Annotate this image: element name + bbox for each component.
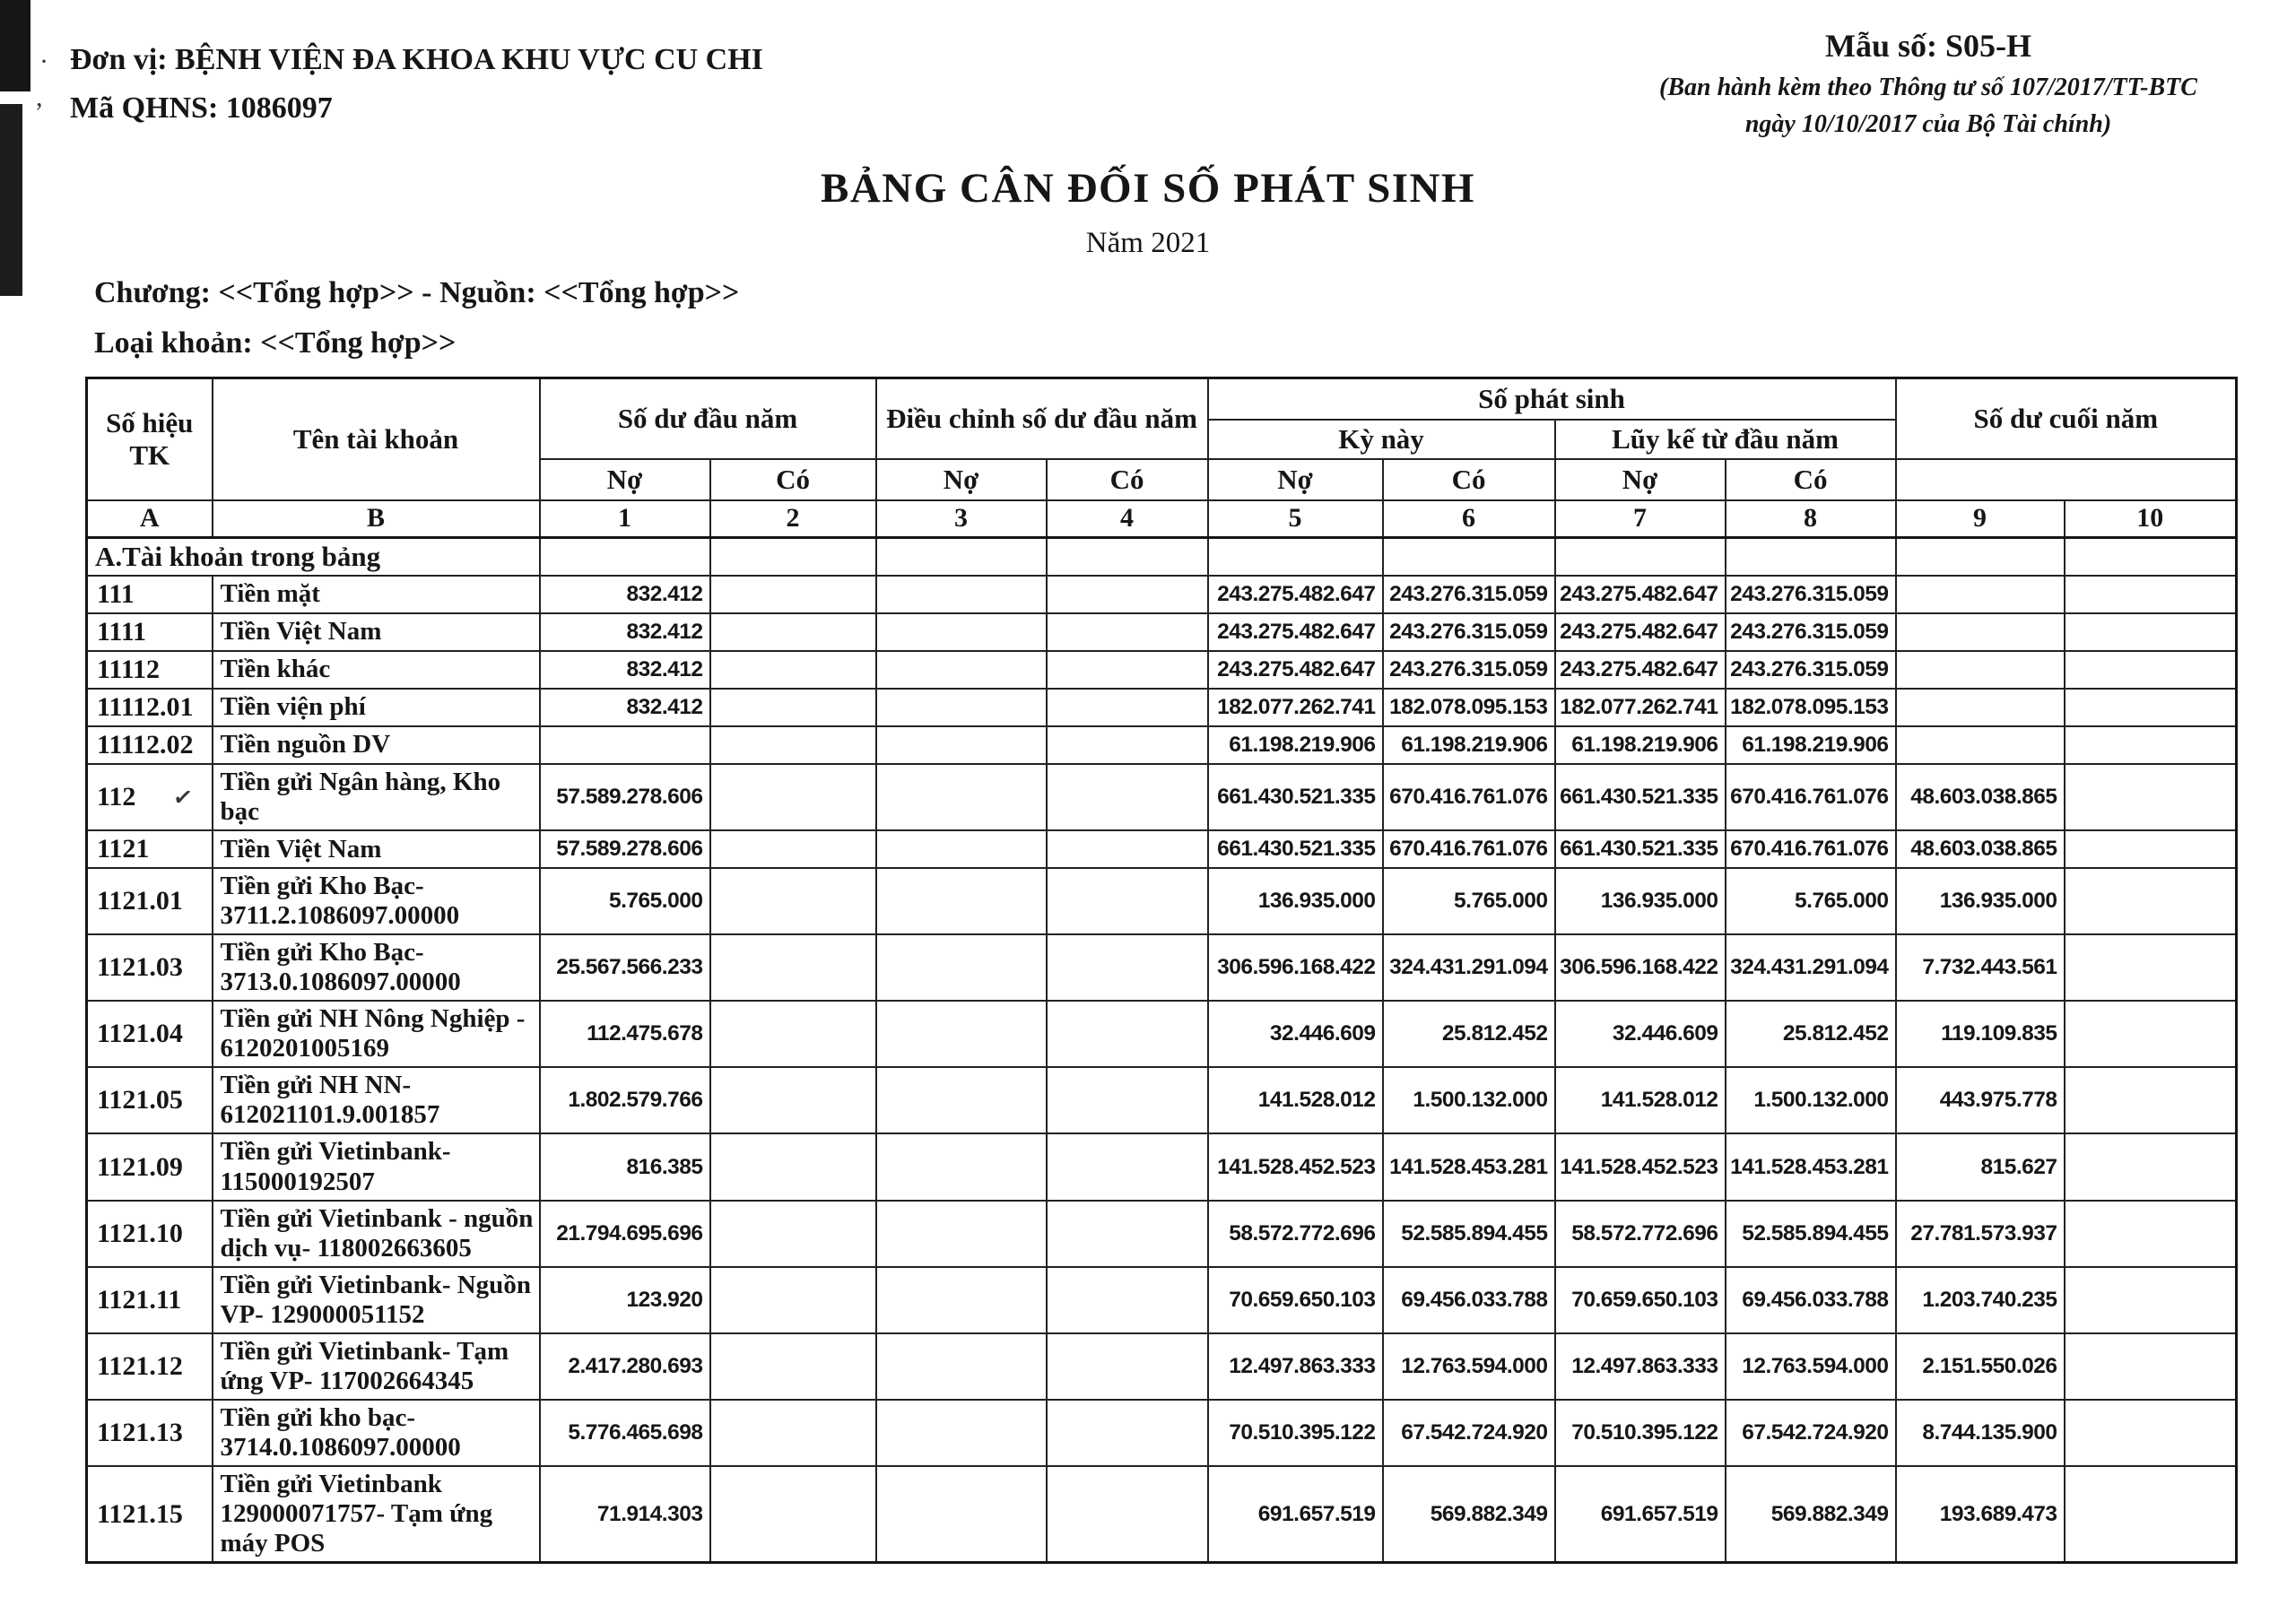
col-header-ytd: Lũy kế từ đầu năm: [1555, 420, 1896, 459]
value-cell: 57.589.278.606: [540, 764, 710, 830]
value-cell: [1047, 764, 1208, 830]
account-name-cell: Tiền viện phí: [213, 689, 540, 726]
value-cell: [1047, 1267, 1208, 1333]
account-name-cell: Tiền khác: [213, 651, 540, 689]
account-row: [87, 1333, 2237, 1400]
section-row: [87, 538, 2237, 577]
account-name-cell: Tiền gửi Kho Bạc- 3713.0.1086097.00000: [213, 934, 540, 1001]
account-row: [87, 868, 2237, 934]
account-id-cell: [87, 934, 213, 1001]
table-body: [87, 538, 2237, 1563]
value-cell: [710, 538, 876, 577]
col-index-cell: 9: [1896, 500, 2065, 538]
col-index-cell: 7: [1555, 500, 1726, 538]
col-header-opening-adjustment: Điều chỉnh số dư đầu năm: [876, 378, 1208, 459]
account-id: 11112.02: [97, 730, 194, 759]
account-id-cell: [87, 764, 213, 830]
value-cell: [1896, 613, 2065, 651]
value-cell: [1047, 651, 1208, 689]
value-cell: [2065, 576, 2237, 613]
value-cell: [1896, 538, 2065, 577]
account-row: [87, 764, 2237, 830]
value-cell: [1047, 1400, 1208, 1466]
value-cell: [1047, 576, 1208, 613]
account-name-cell: Tiền Việt Nam: [213, 613, 540, 651]
account-row: [87, 1201, 2237, 1267]
header-row-1: [87, 378, 2237, 420]
account-id: 1121.01: [97, 886, 183, 916]
value-cell: 815.627: [1896, 1133, 2065, 1200]
value-cell: [876, 1201, 1047, 1267]
account-id: 1121.15: [97, 1498, 183, 1529]
value-cell: [876, 689, 1047, 726]
col-header-debit: Nợ: [1555, 459, 1726, 500]
value-cell: 123.920: [540, 1267, 710, 1333]
value-cell: [1047, 1133, 1208, 1200]
value-cell: [710, 1067, 876, 1133]
value-cell: [2065, 726, 2237, 764]
col-index-cell: 2: [710, 500, 876, 538]
value-cell: [2065, 868, 2237, 934]
value-cell: 70.659.650.103: [1208, 1267, 1383, 1333]
value-cell: 27.781.573.937: [1896, 1201, 2065, 1267]
form-number: Mẫu số: S05-H: [1824, 28, 2031, 64]
value-cell: 32.446.609: [1555, 1001, 1726, 1067]
account-id-cell: [87, 726, 213, 764]
value-cell: [876, 651, 1047, 689]
value-cell: [710, 726, 876, 764]
account-id: 1121.11: [97, 1284, 182, 1315]
account-id-cell: [87, 613, 213, 651]
account-id: 1121.05: [97, 1085, 183, 1115]
col-header-opening-balance: Số dư đầu năm: [540, 378, 876, 459]
value-cell: [710, 1400, 876, 1466]
value-cell: [2065, 934, 2237, 1001]
value-cell: [1383, 538, 1555, 577]
value-cell: 141.528.453.281: [1383, 1133, 1555, 1200]
col-index-cell: 5: [1208, 500, 1383, 538]
value-cell: 69.456.033.788: [1383, 1267, 1555, 1333]
value-cell: [1047, 830, 1208, 868]
value-cell: 832.412: [540, 689, 710, 726]
value-cell: [2065, 1067, 2237, 1133]
value-cell: 21.794.695.696: [540, 1201, 710, 1267]
value-cell: 569.882.349: [1383, 1466, 1555, 1563]
value-cell: [710, 868, 876, 934]
value-cell: [876, 1400, 1047, 1466]
account-name-cell: Tiền mặt: [213, 576, 540, 613]
value-cell: 52.585.894.455: [1726, 1201, 1896, 1267]
value-cell: 243.276.315.059: [1383, 651, 1555, 689]
value-cell: 832.412: [540, 651, 710, 689]
value-cell: 136.935.000: [1896, 868, 2065, 934]
value-cell: 306.596.168.422: [1208, 934, 1383, 1001]
value-cell: 67.542.724.920: [1726, 1400, 1896, 1466]
account-id: 11112.01: [97, 692, 194, 722]
value-cell: 816.385: [540, 1133, 710, 1200]
scan-edge-artifact: [0, 0, 30, 91]
account-id: 11112: [97, 655, 161, 684]
account-name-cell: Tiền gửi kho bạc- 3714.0.1086097.00000: [213, 1400, 540, 1466]
value-cell: 832.412: [540, 613, 710, 651]
col-header-closing-balance: Số dư cuối năm: [1896, 378, 2237, 459]
value-cell: [1555, 538, 1726, 577]
value-cell: 691.657.519: [1208, 1466, 1383, 1563]
value-cell: [2065, 1466, 2237, 1563]
account-name-cell: Tiền gửi NH Nông Nghiệp - 6120201005169: [213, 1001, 540, 1067]
value-cell: [876, 538, 1047, 577]
account-id-cell: [87, 868, 213, 934]
col-header-movement: Số phát sinh: [1208, 378, 1896, 420]
report-year: Năm 2021: [1085, 227, 1211, 259]
value-cell: [2065, 689, 2237, 726]
col-header-debit: Nợ: [876, 459, 1047, 500]
account-id-cell: [87, 1201, 213, 1267]
value-cell: [876, 1133, 1047, 1200]
value-cell: 70.510.395.122: [1555, 1400, 1726, 1466]
form-issuance-line1: (Ban hành kèm theo Thông tư số 107/2017/TT-BTC: [1659, 74, 2197, 101]
value-cell: 243.276.315.059: [1726, 651, 1896, 689]
value-cell: 61.198.219.906: [1208, 726, 1383, 764]
value-cell: [710, 934, 876, 1001]
account-id-cell: [87, 1267, 213, 1333]
account-id-cell: [87, 1333, 213, 1400]
value-cell: [876, 1466, 1047, 1563]
value-cell: 243.276.315.059: [1383, 576, 1555, 613]
col-header-credit: Có: [710, 459, 876, 500]
value-cell: 2.417.280.693: [540, 1333, 710, 1400]
value-cell: [1047, 538, 1208, 577]
value-cell: [1896, 651, 2065, 689]
col-header-credit: Có: [1726, 459, 1896, 500]
value-cell: [710, 613, 876, 651]
value-cell: 112.475.678: [540, 1001, 710, 1067]
account-row: [87, 613, 2237, 651]
value-cell: 69.456.033.788: [1726, 1267, 1896, 1333]
scan-speck: ,: [36, 82, 43, 112]
value-cell: 5.765.000: [1383, 868, 1555, 934]
header-row-column-index: [87, 500, 2237, 538]
value-cell: [710, 1267, 876, 1333]
account-id: 1121.13: [97, 1417, 183, 1447]
col-index-cell: 8: [1726, 500, 1896, 538]
value-cell: 61.198.219.906: [1555, 726, 1726, 764]
account-id: 1121.03: [97, 952, 183, 983]
value-cell: 48.603.038.865: [1896, 830, 2065, 868]
col-index-cell: 4: [1047, 500, 1208, 538]
col-header-debit: Nợ: [1208, 459, 1383, 500]
account-row: [87, 1466, 2237, 1563]
value-cell: 32.446.609: [1208, 1001, 1383, 1067]
value-cell: [1208, 538, 1383, 577]
value-cell: [710, 1201, 876, 1267]
value-cell: 243.275.482.647: [1208, 613, 1383, 651]
account-id: 111: [97, 579, 135, 609]
value-cell: [2065, 1133, 2237, 1200]
value-cell: 182.078.095.153: [1383, 689, 1555, 726]
value-cell: 193.689.473: [1896, 1466, 2065, 1563]
value-cell: [2065, 613, 2237, 651]
value-cell: [2065, 1400, 2237, 1466]
value-cell: 182.077.262.741: [1208, 689, 1383, 726]
value-cell: [876, 764, 1047, 830]
value-cell: [1047, 689, 1208, 726]
value-cell: 12.763.594.000: [1726, 1333, 1896, 1400]
value-cell: [710, 764, 876, 830]
account-name-cell: Tiền gửi Ngân hàng, Kho bạc: [213, 764, 540, 830]
value-cell: [2065, 651, 2237, 689]
value-cell: 1.500.132.000: [1726, 1067, 1896, 1133]
value-cell: 25.812.452: [1383, 1001, 1555, 1067]
value-cell: 58.572.772.696: [1208, 1201, 1383, 1267]
value-cell: [1047, 726, 1208, 764]
value-cell: 243.275.482.647: [1208, 651, 1383, 689]
value-cell: 670.416.761.076: [1726, 830, 1896, 868]
value-cell: [2065, 1267, 2237, 1333]
account-row: [87, 1267, 2237, 1333]
form-block: [1587, 27, 2269, 143]
account-row: [87, 934, 2237, 1001]
value-cell: 12.497.863.333: [1208, 1333, 1383, 1400]
value-cell: 7.732.443.561: [1896, 934, 2065, 1001]
value-cell: [876, 830, 1047, 868]
value-cell: 61.198.219.906: [1726, 726, 1896, 764]
value-cell: [1047, 868, 1208, 934]
account-name-cell: Tiền gửi Vietinbank- 115000192507: [213, 1133, 540, 1200]
col-index-cell: 10: [2065, 500, 2237, 538]
value-cell: [2065, 1001, 2237, 1067]
account-id-cell: [87, 689, 213, 726]
account-name-cell: Tiền gửi Vietinbank- Tạm ứng VP- 117002664345: [213, 1333, 540, 1400]
col-header-credit: Có: [1383, 459, 1555, 500]
value-cell: 5.776.465.698: [540, 1400, 710, 1466]
value-cell: [1047, 1001, 1208, 1067]
col-index-cell: 3: [876, 500, 1047, 538]
value-cell: 670.416.761.076: [1383, 764, 1555, 830]
value-cell: 243.275.482.647: [1208, 576, 1383, 613]
col-header-account-id: Số hiệu TK: [87, 378, 213, 500]
value-cell: [1047, 1067, 1208, 1133]
form-issuance-note: [1587, 70, 2269, 143]
value-cell: 2.151.550.026: [1896, 1333, 2065, 1400]
value-cell: 5.765.000: [1726, 868, 1896, 934]
section-label: A.Tài khoản trong bảng: [87, 538, 540, 577]
form-issuance-line2: ngày 10/10/2017 của Bộ Tài chính): [1744, 109, 2112, 138]
account-id-cell: [87, 1400, 213, 1466]
account-id-cell: [87, 1001, 213, 1067]
account-id-cell: [87, 830, 213, 868]
value-cell: 141.528.453.281: [1726, 1133, 1896, 1200]
pen-tick-mark: ✓: [171, 783, 196, 812]
value-cell: 243.275.482.647: [1555, 613, 1726, 651]
value-cell: [876, 1267, 1047, 1333]
value-cell: [1047, 613, 1208, 651]
value-cell: 119.109.835: [1896, 1001, 2065, 1067]
value-cell: [876, 1001, 1047, 1067]
col-index-cell: B: [213, 500, 540, 538]
value-cell: 306.596.168.422: [1555, 934, 1726, 1001]
value-cell: 61.198.219.906: [1383, 726, 1555, 764]
value-cell: 141.528.452.523: [1208, 1133, 1383, 1200]
value-cell: [876, 1333, 1047, 1400]
value-cell: 243.276.315.059: [1726, 613, 1896, 651]
account-id: 1121: [97, 834, 150, 864]
account-id-cell: [87, 1133, 213, 1200]
account-id: 1121.04: [97, 1019, 183, 1049]
value-cell: [876, 613, 1047, 651]
value-cell: [2065, 764, 2237, 830]
account-row: [87, 576, 2237, 613]
col-header-debit: Nợ: [540, 459, 710, 500]
value-cell: [710, 1133, 876, 1200]
unit-name: Đơn vị: BỆNH VIỆN ĐA KHOA KHU VỰC CU CHI: [70, 43, 763, 76]
account-name-cell: Tiền gửi Vietinbank - nguồn dịch vụ- 118002663605: [213, 1201, 540, 1267]
value-cell: 5.765.000: [540, 868, 710, 934]
col-header-credit: Có: [1047, 459, 1208, 500]
account-id: 112: [97, 782, 136, 812]
value-cell: [1047, 934, 1208, 1001]
account-name-cell: Tiền gửi NH NN- 612021101.9.001857: [213, 1067, 540, 1133]
col-header-this-period: Kỳ này: [1208, 420, 1555, 459]
value-cell: 691.657.519: [1555, 1466, 1726, 1563]
value-cell: [710, 1466, 876, 1563]
qhns-code: Mã QHNS: 1086097: [70, 91, 333, 125]
account-row: [87, 1001, 2237, 1067]
value-cell: [1047, 1466, 1208, 1563]
value-cell: [876, 726, 1047, 764]
account-row: [87, 726, 2237, 764]
value-cell: 182.077.262.741: [1555, 689, 1726, 726]
value-cell: [1896, 726, 2065, 764]
value-cell: 57.589.278.606: [540, 830, 710, 868]
filter-chapter-source: Chương: <<Tổng hợp>> - Nguồn: <<Tổng hợp>>: [94, 276, 740, 309]
value-cell: [710, 651, 876, 689]
account-name-cell: Tiền gửi Kho Bạc- 3711.2.1086097.00000: [213, 868, 540, 934]
value-cell: 661.430.521.335: [1208, 830, 1383, 868]
value-cell: 136.935.000: [1555, 868, 1726, 934]
account-name-cell: Tiền nguồn DV: [213, 726, 540, 764]
value-cell: [1896, 689, 2065, 726]
value-cell: 8.744.135.900: [1896, 1400, 2065, 1466]
filter-account-type: Loại khoản: <<Tổng hợp>>: [94, 326, 457, 360]
value-cell: [1896, 576, 2065, 613]
value-cell: 25.567.566.233: [540, 934, 710, 1001]
report-title: BẢNG CÂN ĐỐI SỐ PHÁT SINH: [821, 165, 1475, 212]
value-cell: [1047, 1201, 1208, 1267]
value-cell: 12.497.863.333: [1555, 1333, 1726, 1400]
value-cell: [2065, 538, 2237, 577]
value-cell: 48.603.038.865: [1896, 764, 2065, 830]
value-cell: [876, 1067, 1047, 1133]
col-index-cell: A: [87, 500, 213, 538]
account-id-cell: [87, 1067, 213, 1133]
value-cell: 670.416.761.076: [1383, 830, 1555, 868]
account-id-cell: [87, 1466, 213, 1563]
account-row: [87, 651, 2237, 689]
value-cell: [540, 538, 710, 577]
value-cell: 569.882.349: [1726, 1466, 1896, 1563]
value-cell: [710, 689, 876, 726]
value-cell: [710, 1001, 876, 1067]
value-cell: 1.802.579.766: [540, 1067, 710, 1133]
value-cell: 324.431.291.094: [1726, 934, 1896, 1001]
value-cell: 70.510.395.122: [1208, 1400, 1383, 1466]
value-cell: 243.276.315.059: [1726, 576, 1896, 613]
value-cell: 243.275.482.647: [1555, 576, 1726, 613]
value-cell: [876, 576, 1047, 613]
value-cell: [1726, 538, 1896, 577]
value-cell: 52.585.894.455: [1383, 1201, 1555, 1267]
trial-balance-table: [85, 377, 2238, 1564]
account-id-cell: [87, 576, 213, 613]
value-cell: 1.203.740.235: [1896, 1267, 2065, 1333]
account-row: [87, 1400, 2237, 1466]
account-id-cell: [87, 651, 213, 689]
table-header: [87, 378, 2237, 538]
account-row: [87, 689, 2237, 726]
value-cell: 141.528.012: [1555, 1067, 1726, 1133]
scan-speck: ·: [39, 47, 48, 76]
value-cell: 12.763.594.000: [1383, 1333, 1555, 1400]
account-name-cell: Tiền gửi Vietinbank 129000071757- Tạm ứng máy POS: [213, 1466, 540, 1563]
value-cell: [2065, 1201, 2237, 1267]
col-index-cell: 6: [1383, 500, 1555, 538]
value-cell: 443.975.778: [1896, 1067, 2065, 1133]
account-row: [87, 830, 2237, 868]
value-cell: 70.659.650.103: [1555, 1267, 1726, 1333]
account-id: 1121.09: [97, 1151, 183, 1182]
value-cell: 141.528.452.523: [1555, 1133, 1726, 1200]
col-header-account-name: Tên tài khoản: [213, 378, 540, 500]
value-cell: 243.276.315.059: [1383, 613, 1555, 651]
value-cell: 661.430.521.335: [1208, 764, 1383, 830]
account-name-cell: Tiền Việt Nam: [213, 830, 540, 868]
value-cell: [540, 726, 710, 764]
value-cell: 71.914.303: [540, 1466, 710, 1563]
value-cell: 324.431.291.094: [1383, 934, 1555, 1001]
value-cell: 136.935.000: [1208, 868, 1383, 934]
account-row: [87, 1133, 2237, 1200]
value-cell: 1.500.132.000: [1383, 1067, 1555, 1133]
account-id: 1121.12: [97, 1350, 183, 1381]
value-cell: [876, 868, 1047, 934]
value-cell: 661.430.521.335: [1555, 830, 1726, 868]
value-cell: 661.430.521.335: [1555, 764, 1726, 830]
value-cell: [1047, 1333, 1208, 1400]
value-cell: 182.078.095.153: [1726, 689, 1896, 726]
value-cell: 67.542.724.920: [1383, 1400, 1555, 1466]
value-cell: 141.528.012: [1208, 1067, 1383, 1133]
account-id: 1111: [97, 617, 147, 647]
value-cell: [2065, 1333, 2237, 1400]
value-cell: [710, 830, 876, 868]
value-cell: 243.275.482.647: [1555, 651, 1726, 689]
account-row: [87, 1067, 2237, 1133]
value-cell: [2065, 830, 2237, 868]
letterhead: [70, 36, 763, 132]
account-id: 1121.10: [97, 1218, 183, 1248]
value-cell: 58.572.772.696: [1555, 1201, 1726, 1267]
value-cell: 832.412: [540, 576, 710, 613]
col-index-cell: 1: [540, 500, 710, 538]
value-cell: [710, 1333, 876, 1400]
value-cell: [710, 576, 876, 613]
value-cell: 670.416.761.076: [1726, 764, 1896, 830]
account-name-cell: Tiền gửi Vietinbank- Nguồn VP- 129000051152: [213, 1267, 540, 1333]
value-cell: 25.812.452: [1726, 1001, 1896, 1067]
value-cell: [876, 934, 1047, 1001]
